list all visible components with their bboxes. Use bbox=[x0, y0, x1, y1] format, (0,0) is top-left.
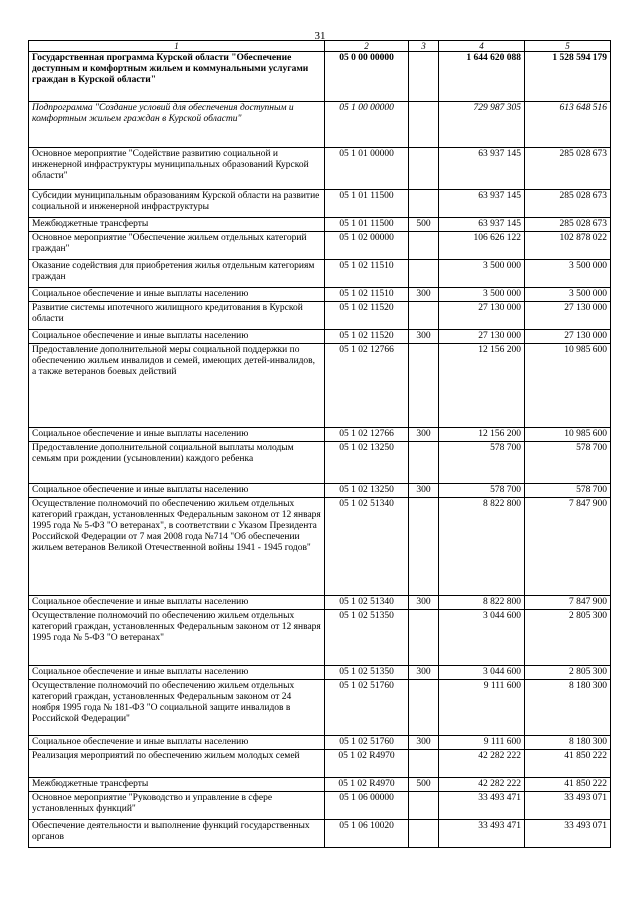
row-amount-year1-cell: 33 493 471 bbox=[439, 792, 525, 820]
row-amount-year1-cell: 8 822 800 bbox=[439, 596, 525, 610]
row-amount-year1-cell: 8 822 800 bbox=[439, 498, 525, 596]
row-amount-year1-cell: 9 111 600 bbox=[439, 680, 525, 736]
row-amount-year2-cell: 2 805 300 bbox=[525, 666, 611, 680]
row-name-cell: Развитие системы ипотечного жилищного кредитования в Курской области bbox=[29, 302, 325, 330]
header-col-1: 1 bbox=[29, 41, 325, 52]
row-amount-year2-cell: 285 028 673 bbox=[525, 190, 611, 218]
row-name-cell: Межбюджетные трансферты bbox=[29, 218, 325, 232]
row-name-cell: Предоставление дополнительной меры социальной поддержки по обеспечению жильем инвалидов и семей, имеющих детей-инвалидов, а также ветеранов боевых действий bbox=[29, 344, 325, 428]
row-name-cell: Социальное обеспечение и иные выплаты населению bbox=[29, 288, 325, 302]
row-amount-year1-cell: 729 987 305 bbox=[439, 102, 525, 148]
row-code-cell: 05 1 06 10020 bbox=[325, 820, 409, 848]
row-code-cell: 05 0 00 00000 bbox=[325, 52, 409, 102]
table-row bbox=[29, 442, 611, 484]
row-expense-type-cell bbox=[409, 442, 439, 484]
row-name-cell: Основное мероприятие "Руководство и управление в сфере установленных функций" bbox=[29, 792, 325, 820]
row-expense-type-cell bbox=[409, 820, 439, 848]
row-amount-year1-cell: 12 156 200 bbox=[439, 428, 525, 442]
row-name-cell: Осуществление полномочий по обеспечению жильем отдельных категорий граждан, установленных Федеральным законом от 12 января 1995 года № 5-ФЗ "О ветеранах", в соответствии с Указом Президента Российской Федерации от 7 мая 2008 года №714 "Об обеспечении жильем ветеранов Великой Отечественной войны 1941 - 1945 годов" bbox=[29, 498, 325, 596]
row-name-cell: Межбюджетные трансферты bbox=[29, 778, 325, 792]
row-amount-year2-cell: 578 700 bbox=[525, 442, 611, 484]
row-name-cell: Предоставление дополнительной социальной выплаты молодым семьям при рождении (усыновлении) каждого ребенка bbox=[29, 442, 325, 484]
header-col-4: 4 bbox=[439, 41, 525, 52]
row-expense-type-cell: 300 bbox=[409, 484, 439, 498]
row-expense-type-cell: 300 bbox=[409, 596, 439, 610]
row-name-cell: Подпрограмма "Создание условий для обеспечения доступным и комфортным жильем граждан в Курской области" bbox=[29, 102, 325, 148]
row-expense-type-cell bbox=[409, 610, 439, 666]
row-amount-year1-cell: 3 044 600 bbox=[439, 666, 525, 680]
row-expense-type-cell bbox=[409, 232, 439, 260]
row-amount-year1-cell: 1 644 620 088 bbox=[439, 52, 525, 102]
row-amount-year1-cell: 42 282 222 bbox=[439, 778, 525, 792]
row-amount-year2-cell: 1 528 594 179 bbox=[525, 52, 611, 102]
table-row bbox=[29, 330, 611, 344]
table-header-row bbox=[29, 41, 611, 52]
row-code-cell: 05 1 06 00000 bbox=[325, 792, 409, 820]
row-expense-type-cell: 300 bbox=[409, 288, 439, 302]
table-row bbox=[29, 750, 611, 778]
row-expense-type-cell bbox=[409, 302, 439, 330]
page-number: 31 bbox=[314, 30, 326, 42]
table-row bbox=[29, 484, 611, 498]
table-row bbox=[29, 52, 611, 102]
budget-table bbox=[28, 40, 611, 848]
row-name-cell: Основное мероприятие "Обеспечение жильем отдельных категорий граждан" bbox=[29, 232, 325, 260]
row-name-cell: Реализация мероприятий по обеспечению жильем молодых семей bbox=[29, 750, 325, 778]
row-amount-year1-cell: 63 937 145 bbox=[439, 190, 525, 218]
row-name-cell: Государственная программа Курской области "Обеспечение доступным и комфортным жильем и коммунальными услугами граждан в Курской области" bbox=[29, 52, 325, 102]
row-code-cell: 05 1 01 11500 bbox=[325, 190, 409, 218]
row-amount-year2-cell: 3 500 000 bbox=[525, 260, 611, 288]
row-amount-year1-cell: 3 044 600 bbox=[439, 610, 525, 666]
table-row bbox=[29, 596, 611, 610]
row-expense-type-cell bbox=[409, 260, 439, 288]
row-code-cell: 05 1 02 13250 bbox=[325, 484, 409, 498]
row-amount-year2-cell: 285 028 673 bbox=[525, 148, 611, 190]
row-expense-type-cell bbox=[409, 792, 439, 820]
row-amount-year1-cell: 27 130 000 bbox=[439, 330, 525, 344]
table-row bbox=[29, 102, 611, 148]
table-row bbox=[29, 232, 611, 260]
row-name-cell: Субсидии муниципальным образованиям Курской области на развитие социальной и инженерной инфраструктуры bbox=[29, 190, 325, 218]
row-expense-type-cell: 500 bbox=[409, 778, 439, 792]
row-code-cell: 05 1 02 51350 bbox=[325, 610, 409, 666]
row-amount-year1-cell: 27 130 000 bbox=[439, 302, 525, 330]
row-code-cell: 05 1 02 11520 bbox=[325, 330, 409, 344]
row-name-cell: Социальное обеспечение и иные выплаты населению bbox=[29, 666, 325, 680]
row-expense-type-cell bbox=[409, 148, 439, 190]
row-amount-year2-cell: 613 648 516 bbox=[525, 102, 611, 148]
row-amount-year2-cell: 41 850 222 bbox=[525, 778, 611, 792]
row-amount-year2-cell: 10 985 600 bbox=[525, 428, 611, 442]
row-amount-year1-cell: 578 700 bbox=[439, 442, 525, 484]
row-amount-year2-cell: 33 493 071 bbox=[525, 792, 611, 820]
row-expense-type-cell bbox=[409, 750, 439, 778]
table-row bbox=[29, 288, 611, 302]
table-body bbox=[29, 52, 611, 848]
row-code-cell: 05 1 01 00000 bbox=[325, 148, 409, 190]
row-name-cell: Оказание содействия для приобретения жилья отдельным категориям граждан bbox=[29, 260, 325, 288]
row-expense-type-cell: 300 bbox=[409, 330, 439, 344]
row-amount-year2-cell: 8 180 300 bbox=[525, 680, 611, 736]
row-expense-type-cell bbox=[409, 498, 439, 596]
row-code-cell: 05 1 02 12766 bbox=[325, 344, 409, 428]
row-code-cell: 05 1 02 R4970 bbox=[325, 750, 409, 778]
row-expense-type-cell: 300 bbox=[409, 428, 439, 442]
table-row bbox=[29, 302, 611, 330]
row-amount-year1-cell: 12 156 200 bbox=[439, 344, 525, 428]
row-code-cell: 05 1 02 R4970 bbox=[325, 778, 409, 792]
row-amount-year2-cell: 27 130 000 bbox=[525, 330, 611, 344]
row-amount-year1-cell: 578 700 bbox=[439, 484, 525, 498]
row-name-cell: Социальное обеспечение и иные выплаты населению bbox=[29, 428, 325, 442]
table-row bbox=[29, 344, 611, 428]
row-expense-type-cell: 500 bbox=[409, 218, 439, 232]
row-amount-year2-cell: 7 847 900 bbox=[525, 596, 611, 610]
table-row bbox=[29, 218, 611, 232]
table-row bbox=[29, 610, 611, 666]
row-expense-type-cell bbox=[409, 680, 439, 736]
row-name-cell: Осуществление полномочий по обеспечению жильем отдельных категорий граждан, установленных Федеральным законом от 24 ноября 1995 года № 181-ФЗ "О социальной защите инвалидов в Российской Федерации" bbox=[29, 680, 325, 736]
row-amount-year2-cell: 8 180 300 bbox=[525, 736, 611, 750]
row-name-cell: Социальное обеспечение и иные выплаты населению bbox=[29, 484, 325, 498]
table-row bbox=[29, 778, 611, 792]
row-amount-year2-cell: 285 028 673 bbox=[525, 218, 611, 232]
row-amount-year2-cell: 41 850 222 bbox=[525, 750, 611, 778]
row-amount-year2-cell: 33 493 071 bbox=[525, 820, 611, 848]
row-code-cell: 05 1 02 51760 bbox=[325, 736, 409, 750]
row-amount-year2-cell: 2 805 300 bbox=[525, 610, 611, 666]
row-code-cell: 05 1 02 13250 bbox=[325, 442, 409, 484]
table-row bbox=[29, 666, 611, 680]
table-row bbox=[29, 148, 611, 190]
row-code-cell: 05 1 02 11510 bbox=[325, 288, 409, 302]
row-code-cell: 05 1 02 11510 bbox=[325, 260, 409, 288]
row-name-cell: Социальное обеспечение и иные выплаты населению bbox=[29, 596, 325, 610]
row-amount-year1-cell: 9 111 600 bbox=[439, 736, 525, 750]
row-name-cell: Обеспечение деятельности и выполнение функций государственных органов bbox=[29, 820, 325, 848]
row-code-cell: 05 1 02 00000 bbox=[325, 232, 409, 260]
table-row bbox=[29, 260, 611, 288]
row-expense-type-cell bbox=[409, 52, 439, 102]
header-col-3: 3 bbox=[409, 41, 439, 52]
row-amount-year2-cell: 7 847 900 bbox=[525, 498, 611, 596]
row-code-cell: 05 1 02 51340 bbox=[325, 498, 409, 596]
row-name-cell: Социальное обеспечение и иные выплаты населению bbox=[29, 330, 325, 344]
row-expense-type-cell bbox=[409, 344, 439, 428]
row-amount-year1-cell: 33 493 471 bbox=[439, 820, 525, 848]
row-amount-year1-cell: 106 626 122 bbox=[439, 232, 525, 260]
table-row bbox=[29, 190, 611, 218]
row-code-cell: 05 1 01 11500 bbox=[325, 218, 409, 232]
row-amount-year1-cell: 63 937 145 bbox=[439, 148, 525, 190]
row-amount-year2-cell: 27 130 000 bbox=[525, 302, 611, 330]
row-code-cell: 05 1 00 00000 bbox=[325, 102, 409, 148]
table-row bbox=[29, 736, 611, 750]
row-amount-year1-cell: 3 500 000 bbox=[439, 260, 525, 288]
row-expense-type-cell bbox=[409, 190, 439, 218]
row-expense-type-cell: 300 bbox=[409, 736, 439, 750]
row-name-cell: Осуществление полномочий по обеспечению жильем отдельных категорий граждан, установленных Федеральным законом от 12 января 1995 года № 5-ФЗ "О ветеранах" bbox=[29, 610, 325, 666]
row-amount-year2-cell: 102 878 022 bbox=[525, 232, 611, 260]
row-expense-type-cell bbox=[409, 102, 439, 148]
header-col-5: 5 bbox=[525, 41, 611, 52]
table-row bbox=[29, 498, 611, 596]
row-amount-year2-cell: 578 700 bbox=[525, 484, 611, 498]
row-code-cell: 05 1 02 51350 bbox=[325, 666, 409, 680]
row-amount-year1-cell: 3 500 000 bbox=[439, 288, 525, 302]
table-row bbox=[29, 820, 611, 848]
row-name-cell: Социальное обеспечение и иные выплаты населению bbox=[29, 736, 325, 750]
table-row bbox=[29, 792, 611, 820]
table-row bbox=[29, 680, 611, 736]
table-row bbox=[29, 428, 611, 442]
row-amount-year2-cell: 10 985 600 bbox=[525, 344, 611, 428]
row-code-cell: 05 1 02 51340 bbox=[325, 596, 409, 610]
row-code-cell: 05 1 02 12766 bbox=[325, 428, 409, 442]
row-code-cell: 05 1 02 51760 bbox=[325, 680, 409, 736]
header-col-2: 2 bbox=[325, 41, 409, 52]
row-amount-year1-cell: 63 937 145 bbox=[439, 218, 525, 232]
row-amount-year1-cell: 42 282 222 bbox=[439, 750, 525, 778]
row-expense-type-cell: 300 bbox=[409, 666, 439, 680]
row-amount-year2-cell: 3 500 000 bbox=[525, 288, 611, 302]
row-code-cell: 05 1 02 11520 bbox=[325, 302, 409, 330]
row-name-cell: Основное мероприятие "Содействие развитию социальной и инженерной инфраструктуры муниципальных образований Курской области" bbox=[29, 148, 325, 190]
